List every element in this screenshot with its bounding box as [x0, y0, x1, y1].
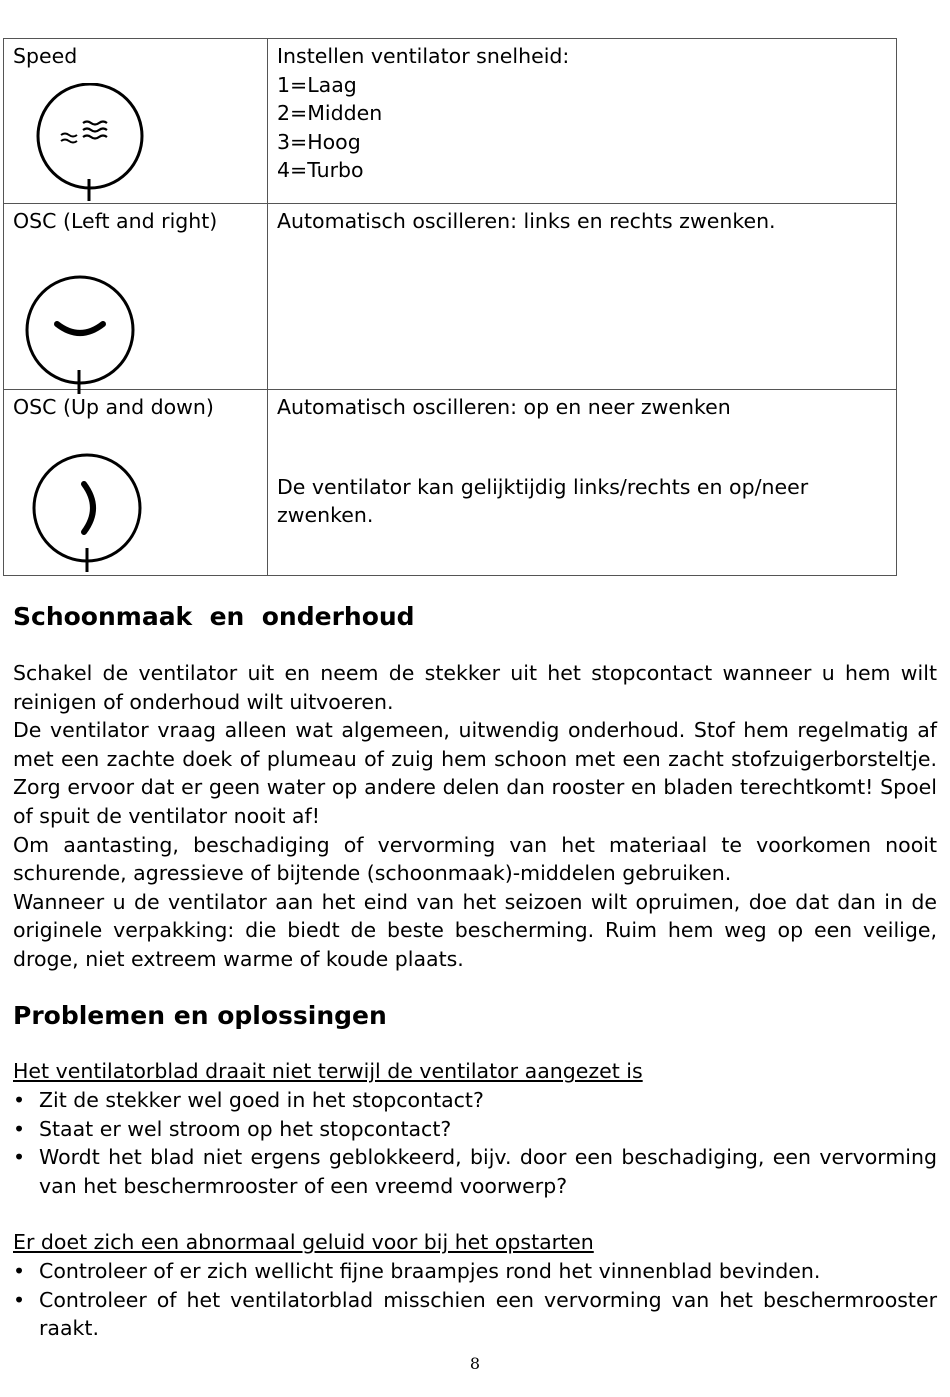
table-row [4, 39, 897, 204]
list-item: • Controleer of het ventilatorblad misschien een vervorming van het beschermrooster raakt. [13, 1287, 937, 1341]
bullet: • [13, 1145, 26, 1170]
paragraph: De ventilator vraag alleen wat algemeen, uitwendig onderhoud. Stof hem regelmatig af met een zachte doek of plumeau of zuig hem schoon met een zacht stofzuigerborsteltje. Zorg ervoor dat er geen water op andere delen dan rooster en bladen terechtkomt! Spoel of spuit de ventilator nooit af! [13, 718, 937, 828]
table-cell-description [268, 204, 897, 390]
row-label: OSC (Up and down) [13, 395, 214, 419]
table-cell-description [268, 39, 897, 204]
row-description: Automatisch oscilleren: op en neer zwenken De ventilator kan gelijktijdig links/rechts en op/neer zwenken. [277, 395, 809, 528]
problem-checklist [13, 1086, 937, 1200]
list-item: • Zit de stekker wel goed in het stopcontact? [13, 1086, 937, 1115]
problem-checklist [13, 1257, 937, 1343]
control-table [3, 38, 897, 576]
row-description: Automatisch oscilleren: links en rechts zwenken. [277, 209, 776, 233]
cleaning-heading: Schoonmaak en onderhoud [13, 602, 415, 631]
page-number: 8 [469, 1354, 481, 1373]
paragraph: Schakel de ventilator uit en neem de stekker uit het stopcontact wanneer u hem wilt reinigen of onderhoud wilt uitvoeren. [13, 661, 937, 714]
list-item: • Wordt het blad niet ergens geblokkeerd, bijv. door een beschadiging, een vervorming van het beschermrooster of een vreemd voorwerp? [13, 1145, 937, 1198]
list-item: • Staat er wel stroom op het stopcontact? [13, 1115, 937, 1144]
bullet: • [13, 1088, 26, 1112]
cleaning-text [13, 659, 937, 974]
paragraph: Om aantasting, beschadiging of vervorming van het materiaal te voorkomen nooit schurende, agressieve of bijtende (schoonmaak)-middelen gebruiken. [13, 832, 937, 886]
table-cell-label [4, 39, 268, 204]
table-row [4, 390, 897, 576]
bullet: • [13, 1259, 26, 1283]
list-item: • Controleer of er zich wellicht fijne braampjes rond het vinnenblad bevinden. [13, 1257, 937, 1286]
bullet: • [13, 1287, 26, 1312]
table-cell-label [4, 204, 268, 390]
table-cell-label [4, 390, 268, 576]
row-description: Instellen ventilator snelheid: 1=Laag 2=Midden 3=Hoog 4=Turbo [277, 44, 570, 183]
bullet: • [13, 1116, 26, 1141]
row-label: Speed [13, 44, 78, 68]
row-label: OSC (Left and right) [13, 209, 218, 233]
troubleshooting-heading: Problemen en oplossingen [13, 1001, 387, 1030]
table-cell-description [268, 390, 897, 576]
problem-title: Er doet zich een abnormaal geluid voor bij het opstarten [13, 1230, 594, 1254]
paragraph: Wanneer u de ventilator aan het eind van het seizoen wilt opruimen, doe dat dan in de originele verpakking: die biedt de beste bescherming. Ruim hem weg op een veilige, droge, niet extreem warme of koude plaats. [13, 889, 937, 971]
table-row [4, 204, 897, 390]
problem-title: Het ventilatorblad draait niet terwijl de ventilator aangezet is [13, 1059, 643, 1083]
